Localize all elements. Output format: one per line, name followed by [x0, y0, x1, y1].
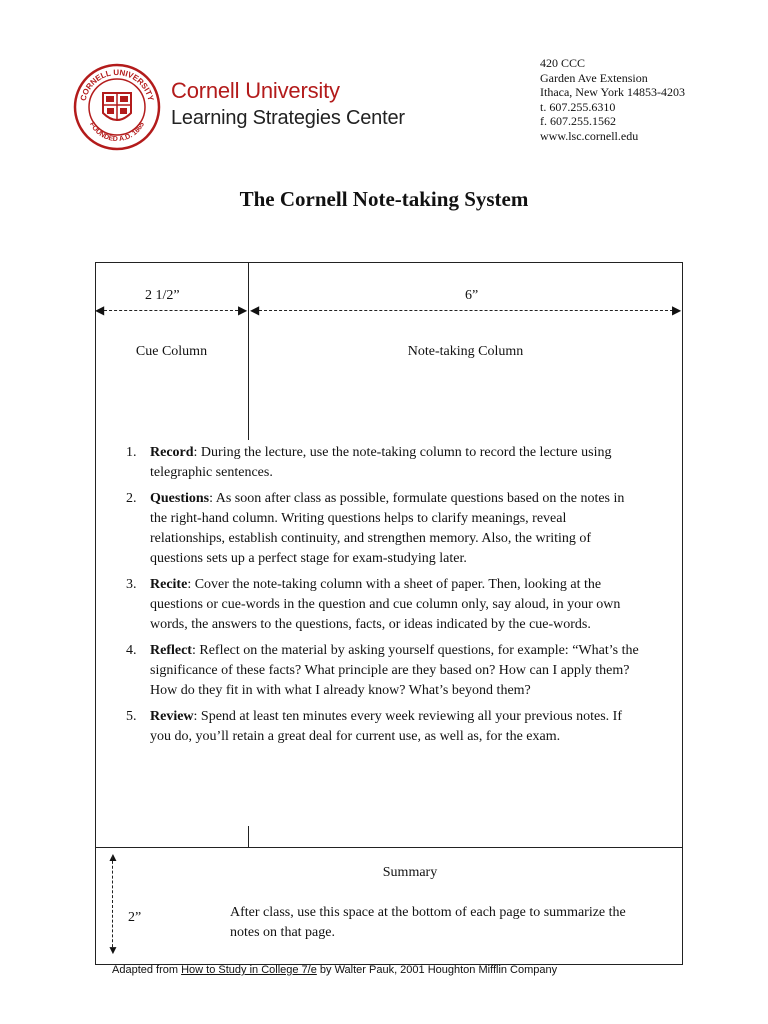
arrow-right-icon: ▶ — [672, 303, 682, 317]
step-number: 1. — [126, 445, 137, 460]
footer-prefix: Adapted from — [112, 964, 182, 976]
step-number: 2. — [126, 491, 137, 506]
contact-line-city: Ithaca, New York 14853-4203 — [540, 85, 685, 100]
summary-height-label: 2” — [128, 910, 142, 925]
footer-citation — [112, 964, 557, 976]
steps-list — [120, 443, 640, 753]
notes-width-label: 6” — [465, 288, 479, 303]
contact-line-website[interactable]: www.lsc.cornell.edu — [540, 128, 639, 143]
page-title: The Cornell Note-taking System — [239, 187, 529, 211]
list-item — [120, 575, 640, 635]
org-subtitle: Learning Strategies Center — [171, 107, 405, 129]
footer-suffix: by Walter Pauk, 2001 Houghton Mifflin Company — [316, 964, 558, 976]
summary-text: After class, use this space at the bottom of each page to summarize the notes on that page. — [230, 905, 626, 940]
arrow-right-icon: ▶ — [238, 303, 248, 317]
step-term: Review — [150, 709, 194, 724]
notes-column-label: Note-taking Column — [407, 344, 524, 359]
notes-width-line — [259, 310, 673, 311]
contact-line-phone: t. 607.255.6310 — [540, 99, 616, 114]
step-term: Recite — [150, 577, 188, 592]
step-text: : During the lecture, use the note-taking column to record the lecture using telegraphic sentences. — [150, 445, 612, 480]
arrow-up-icon: ▲ — [107, 850, 119, 864]
cue-width-line — [104, 310, 238, 311]
list-item — [120, 489, 640, 569]
step-term: Reflect — [150, 643, 192, 658]
step-text: : Cover the note-taking column with a sheet of paper. Then, looking at the questions or cue-words in the question and cue column only, say aloud, in your own words, the answers to the questions, facts, or ideas indicated by the cue-words. — [150, 577, 621, 632]
contact-line-room: 420 CCC — [540, 56, 586, 70]
cue-column-label: Cue Column — [135, 344, 208, 359]
step-text: : Reflect on the material by asking yourself questions, for example: “What’s the significance of these facts? What principle are they based on? How can I apply them? How do they fit in with what I already know? What’s beyond them? — [150, 643, 639, 698]
seal-bottom-text: FOUNDED A.D. 1865 — [87, 121, 147, 144]
column-divider-bottom — [248, 826, 249, 848]
org-name: Cornell University — [171, 78, 340, 103]
step-text: : As soon after class as possible, formulate questions based on the notes in the right-hand column. Writing questions helps to clarify meanings, reveal relationships, establish continuity, and strengthen memory. Also, the writing of questions sets up a perfect stage for exam-studying later. — [150, 491, 625, 566]
list-item — [120, 443, 640, 483]
step-term: Questions — [150, 491, 210, 506]
org-logo-text — [171, 80, 405, 128]
step-text: : Spend at least ten minutes every week reviewing all your previous notes. If you do, you’ll retain a great deal for current use, as well as, for the exam. — [150, 709, 622, 744]
svg-text:FOUNDED A.D. 1865 — [88, 121, 146, 143]
arrow-left-icon: ◀ — [95, 303, 105, 317]
step-number: 3. — [126, 577, 137, 592]
cornell-seal-icon — [73, 63, 161, 151]
cue-width-label: 2 1/2” — [145, 288, 180, 303]
arrow-down-icon: ▼ — [107, 943, 119, 957]
summary-divider — [95, 847, 683, 848]
seal-top-text: CORNELL UNIVERSITY — [78, 67, 156, 102]
step-term: Record — [150, 445, 194, 460]
contact-block — [540, 56, 685, 144]
list-item — [120, 641, 640, 701]
footer-book-title: How to Study in College 7/e — [181, 964, 317, 976]
step-number: 4. — [126, 643, 137, 658]
arrow-left-icon: ◀ — [250, 303, 260, 317]
step-number: 5. — [126, 709, 137, 724]
contact-line-street: Garden Ave Extension — [540, 70, 648, 85]
list-item — [120, 707, 640, 747]
contact-line-fax: f. 607.255.1562 — [540, 114, 616, 129]
summary-label: Summary — [382, 865, 438, 880]
